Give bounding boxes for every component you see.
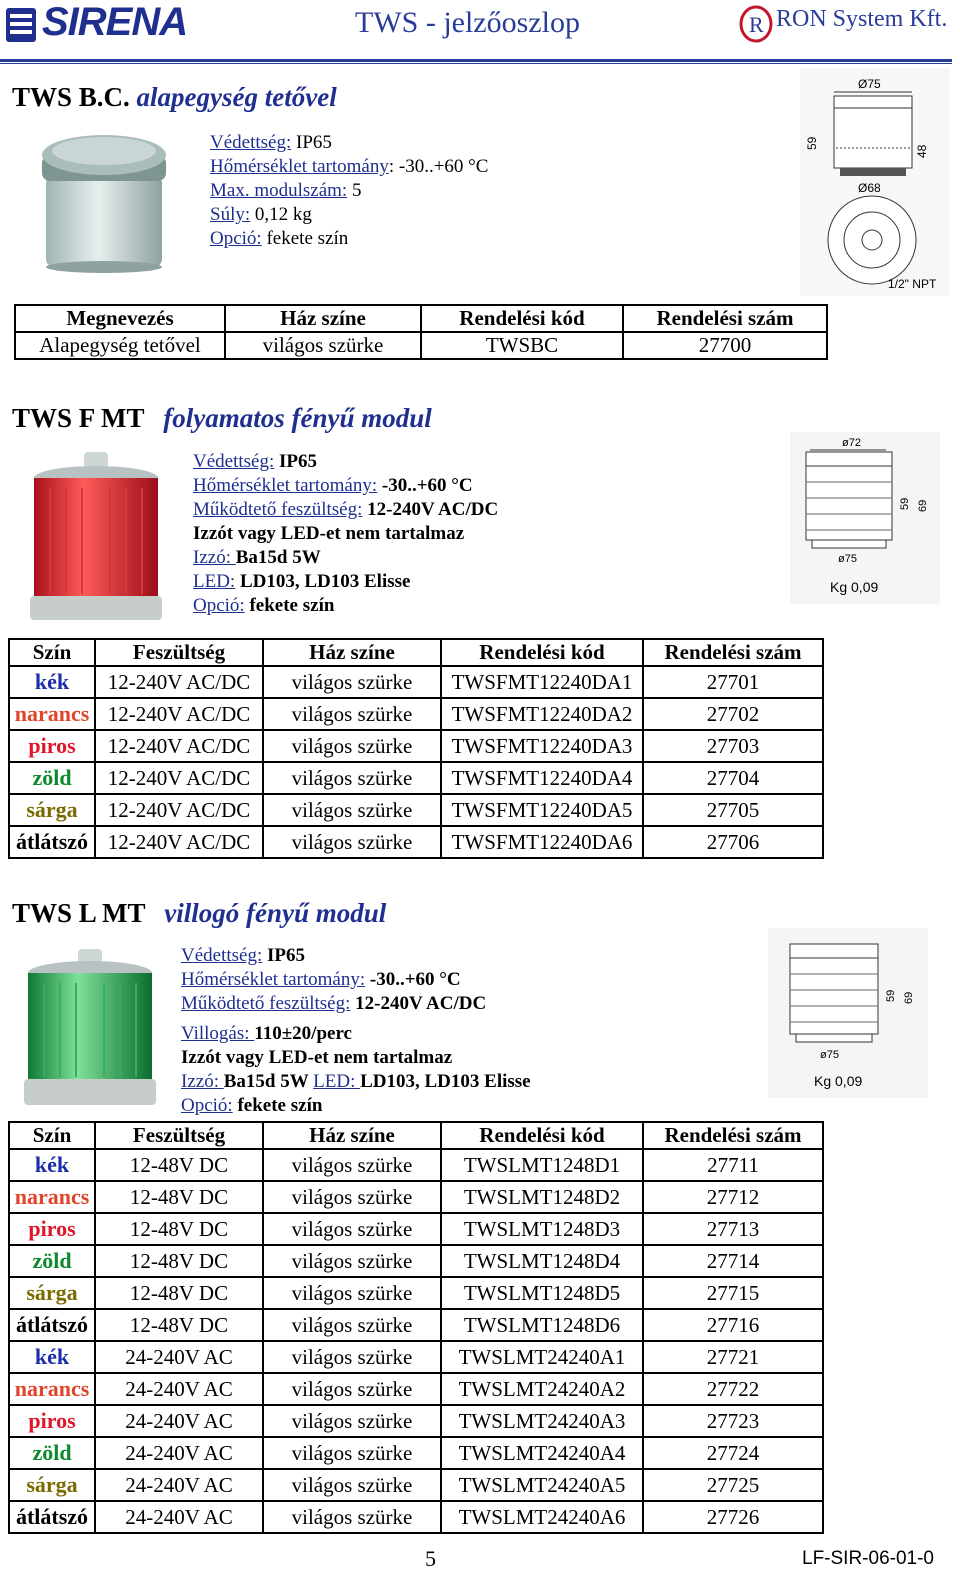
- col-header: Feszültség: [95, 639, 263, 666]
- cell: Alapegység tetővel: [15, 332, 225, 359]
- housing-color-cell: világos szürke: [263, 1501, 441, 1533]
- order-number-cell: 27725: [643, 1469, 823, 1501]
- order-number-cell: 27721: [643, 1341, 823, 1373]
- voltage-cell: 12-48V DC: [95, 1309, 263, 1341]
- table-row: [9, 698, 823, 730]
- company-mark: R: [749, 12, 764, 37]
- order-code-cell: TWSFMT12240DA2: [441, 698, 643, 730]
- logo-wordmark: SIRENA: [42, 0, 188, 44]
- dim-h2: 48: [915, 144, 929, 158]
- color-cell: zöld: [9, 1245, 95, 1277]
- table-row: [9, 1469, 823, 1501]
- dim-h2: 69: [903, 991, 915, 1004]
- order-code-cell: TWSLMT1248D4: [441, 1245, 643, 1277]
- table-row: [9, 794, 823, 826]
- color-cell: sárga: [9, 1469, 95, 1501]
- housing-color-cell: világos szürke: [263, 762, 441, 794]
- housing-color-cell: világos szürke: [263, 1245, 441, 1277]
- ron-logo-icon: [738, 4, 774, 44]
- cell: 27700: [623, 332, 827, 359]
- color-cell: kék: [9, 666, 95, 698]
- section1-specs: [210, 131, 488, 251]
- table-row: [9, 762, 823, 794]
- spec-line: Opció: fekete szín: [193, 595, 335, 616]
- spec-line: Izzót vagy LED-et nem tartalmaz: [193, 523, 465, 544]
- order-number-cell: 27711: [643, 1149, 823, 1181]
- voltage-cell: 12-240V AC/DC: [95, 730, 263, 762]
- voltage-cell: 24-240V AC: [95, 1469, 263, 1501]
- table-row: [9, 1437, 823, 1469]
- header-rule: [0, 59, 952, 62]
- dim-top: ø72: [842, 437, 861, 449]
- order-code-cell: TWSLMT24240A1: [441, 1341, 643, 1373]
- header-rule-thin: [0, 63, 952, 64]
- table-row: [9, 1213, 823, 1245]
- order-number-cell: 27712: [643, 1181, 823, 1213]
- table-row: [9, 1373, 823, 1405]
- dim-h1: 59: [805, 136, 819, 150]
- color-cell: piros: [9, 1405, 95, 1437]
- spec-line: Védettség: IP65: [210, 132, 332, 153]
- dim-bottom: Ø68: [858, 181, 881, 195]
- order-code-cell: TWSFMT12240DA1: [441, 666, 643, 698]
- order-code-cell: TWSLMT1248D3: [441, 1213, 643, 1245]
- spec-line: Opció: fekete szín: [210, 228, 349, 249]
- order-number-cell: 27714: [643, 1245, 823, 1277]
- flashing-module-drawing: [768, 928, 928, 1098]
- housing-color-cell: világos szürke: [263, 1405, 441, 1437]
- col-header: Rendelési kód: [441, 639, 643, 666]
- voltage-cell: 12-240V AC/DC: [95, 762, 263, 794]
- section2-specs: [193, 450, 498, 618]
- base-unit-photo: [38, 125, 170, 275]
- spec-line: Izzó: Ba15d 5W: [193, 547, 321, 568]
- col-header: Rendelési kód: [441, 1122, 643, 1149]
- housing-color-cell: világos szürke: [263, 1213, 441, 1245]
- section3-code: TWS L MT: [12, 898, 146, 928]
- order-code-cell: TWSLMT1248D6: [441, 1309, 643, 1341]
- spec-line: Villogás: 110±20/perc: [181, 1023, 352, 1044]
- table-row: [9, 666, 823, 698]
- sirena-logo-icon: [4, 2, 40, 46]
- section1-heading: [12, 82, 337, 113]
- col-header: Rendelési kód: [421, 305, 623, 332]
- housing-color-cell: világos szürke: [263, 666, 441, 698]
- dim-bottom: ø75: [820, 1049, 839, 1061]
- color-cell: átlátszó: [9, 826, 95, 858]
- table-row: [9, 1405, 823, 1437]
- col-header: Megnevezés: [15, 305, 225, 332]
- order-code-cell: TWSLMT1248D5: [441, 1277, 643, 1309]
- voltage-cell: 24-240V AC: [95, 1373, 263, 1405]
- table-row: [9, 1501, 823, 1533]
- voltage-cell: 12-48V DC: [95, 1277, 263, 1309]
- col-header: Ház színe: [263, 639, 441, 666]
- housing-color-cell: világos szürke: [263, 1469, 441, 1501]
- section2-title: folyamatos fényű modul: [163, 403, 432, 433]
- section2-code: TWS F MT: [12, 403, 145, 433]
- voltage-cell: 12-48V DC: [95, 1245, 263, 1277]
- order-code-cell: TWSFMT12240DA5: [441, 794, 643, 826]
- order-number-cell: 27702: [643, 698, 823, 730]
- voltage-cell: 12-240V AC/DC: [95, 826, 263, 858]
- spec-line: Izzót vagy LED-et nem tartalmaz: [181, 1047, 453, 1068]
- company-logo: [738, 4, 950, 44]
- table-row: [9, 826, 823, 858]
- col-header: Ház színe: [225, 305, 421, 332]
- voltage-cell: 12-48V DC: [95, 1181, 263, 1213]
- dim-thread: 1/2" NPT: [888, 277, 937, 291]
- housing-color-cell: világos szürke: [263, 1309, 441, 1341]
- order-number-cell: 27724: [643, 1437, 823, 1469]
- col-header: Ház színe: [263, 1122, 441, 1149]
- steady-module-photo: [10, 448, 180, 626]
- order-code-cell: TWSLMT1248D1: [441, 1149, 643, 1181]
- voltage-cell: 12-48V DC: [95, 1149, 263, 1181]
- table-row: [9, 1181, 823, 1213]
- table-row: [9, 1341, 823, 1373]
- order-number-cell: 27713: [643, 1213, 823, 1245]
- spec-line: Védettség: IP65: [181, 945, 306, 966]
- voltage-cell: 12-240V AC/DC: [95, 698, 263, 730]
- section3-title: villogó fényű modul: [164, 898, 387, 928]
- spec-line: Működtető feszültség: 12-240V AC/DC: [193, 499, 499, 520]
- dim-top: Ø75: [858, 77, 881, 91]
- color-cell: zöld: [9, 762, 95, 794]
- dim-h1: 59: [899, 497, 911, 510]
- col-header: Rendelési szám: [643, 1122, 823, 1149]
- spec-line: Hőmérséklet tartomány: -30..+60 °C: [181, 969, 461, 990]
- section3-table: [8, 1121, 824, 1534]
- table-row: [9, 1149, 823, 1181]
- col-header: Rendelési szám: [643, 639, 823, 666]
- order-number-cell: 27703: [643, 730, 823, 762]
- housing-color-cell: világos szürke: [263, 1181, 441, 1213]
- order-number-cell: 27701: [643, 666, 823, 698]
- order-code-cell: TWSFMT12240DA6: [441, 826, 643, 858]
- housing-color-cell: világos szürke: [263, 730, 441, 762]
- page-title: TWS - jelzőoszlop: [355, 6, 580, 39]
- dim-h1: 59: [885, 989, 897, 1002]
- base-unit-drawing: [800, 68, 950, 296]
- spec-line: Max. modulszám: 5: [210, 180, 362, 201]
- order-number-cell: 27715: [643, 1277, 823, 1309]
- housing-color-cell: világos szürke: [263, 1437, 441, 1469]
- section2-heading: [12, 403, 432, 434]
- section3-specs: [181, 944, 531, 1118]
- color-cell: sárga: [9, 794, 95, 826]
- col-header: Szín: [9, 639, 95, 666]
- order-code-cell: TWSFMT12240DA3: [441, 730, 643, 762]
- col-header: Feszültség: [95, 1122, 263, 1149]
- voltage-cell: 12-240V AC/DC: [95, 666, 263, 698]
- voltage-cell: 24-240V AC: [95, 1437, 263, 1469]
- order-number-cell: 27723: [643, 1405, 823, 1437]
- housing-color-cell: világos szürke: [263, 1373, 441, 1405]
- color-cell: piros: [9, 730, 95, 762]
- table-header-row: [9, 639, 823, 666]
- table-row: [9, 730, 823, 762]
- section1-table: [14, 304, 828, 360]
- steady-module-drawing: [790, 432, 940, 604]
- order-code-cell: TWSLMT1248D2: [441, 1181, 643, 1213]
- spec-line: Védettség: IP65: [193, 451, 318, 472]
- color-cell: zöld: [9, 1437, 95, 1469]
- table-row: [9, 1309, 823, 1341]
- voltage-cell: 24-240V AC: [95, 1501, 263, 1533]
- housing-color-cell: világos szürke: [263, 826, 441, 858]
- spec-line: Működtető feszültség: 12-240V AC/DC: [181, 993, 487, 1014]
- spec-line: LED: LD103, LD103 Elisse: [193, 571, 411, 592]
- spec-line: Hőmérséklet tartomány: -30..+60 °C: [193, 475, 473, 496]
- color-cell: kék: [9, 1341, 95, 1373]
- color-cell: narancs: [9, 1181, 95, 1213]
- color-cell: narancs: [9, 698, 95, 730]
- housing-color-cell: világos szürke: [263, 698, 441, 730]
- order-number-cell: 27706: [643, 826, 823, 858]
- company-name: RON System Kft.: [776, 6, 948, 32]
- dim-bottom: ø75: [838, 553, 857, 565]
- color-cell: narancs: [9, 1373, 95, 1405]
- table-header-row: [9, 1122, 823, 1149]
- col-header: Rendelési szám: [623, 305, 827, 332]
- order-code-cell: TWSLMT24240A2: [441, 1373, 643, 1405]
- cell: TWSBC: [421, 332, 623, 359]
- housing-color-cell: világos szürke: [263, 794, 441, 826]
- weight-label: Kg 0,09: [830, 579, 879, 595]
- table-row: [9, 1277, 823, 1309]
- spec-line: Opció: fekete szín: [181, 1095, 323, 1116]
- sirena-logo: [4, 0, 188, 46]
- order-code-cell: TWSFMT12240DA4: [441, 762, 643, 794]
- col-header: Szín: [9, 1122, 95, 1149]
- order-code-cell: TWSLMT24240A4: [441, 1437, 643, 1469]
- order-number-cell: 27705: [643, 794, 823, 826]
- document-code: LF-SIR-06-01-0: [802, 1548, 934, 1569]
- order-code-cell: TWSLMT24240A5: [441, 1469, 643, 1501]
- order-code-cell: TWSLMT24240A3: [441, 1405, 643, 1437]
- section1-code: TWS B.C.: [12, 82, 130, 112]
- voltage-cell: 24-240V AC: [95, 1405, 263, 1437]
- dim-h2: 69: [917, 499, 929, 512]
- section3-heading: [12, 898, 386, 929]
- flashing-module-photo: [8, 945, 172, 1111]
- color-cell: átlátszó: [9, 1501, 95, 1533]
- table-row: [9, 1245, 823, 1277]
- order-number-cell: 27726: [643, 1501, 823, 1533]
- color-cell: sárga: [9, 1277, 95, 1309]
- spec-line: Hőmérséklet tartomány: -30..+60 °C: [210, 156, 489, 177]
- housing-color-cell: világos szürke: [263, 1277, 441, 1309]
- color-cell: piros: [9, 1213, 95, 1245]
- order-code-cell: TWSLMT24240A6: [441, 1501, 643, 1533]
- order-number-cell: 27722: [643, 1373, 823, 1405]
- page-number: 5: [425, 1546, 436, 1571]
- voltage-cell: 12-240V AC/DC: [95, 794, 263, 826]
- spec-line: Izzó: Ba15d 5W LED: LD103, LD103 Elisse: [181, 1071, 531, 1092]
- table-row: [15, 332, 827, 359]
- spec-line: Súly: 0,12 kg: [210, 204, 312, 225]
- section2-table: [8, 638, 824, 859]
- color-cell: kék: [9, 1149, 95, 1181]
- table-header-row: [15, 305, 827, 332]
- housing-color-cell: világos szürke: [263, 1341, 441, 1373]
- weight-label: Kg 0,09: [814, 1073, 863, 1089]
- voltage-cell: 24-240V AC: [95, 1341, 263, 1373]
- color-cell: átlátszó: [9, 1309, 95, 1341]
- cell: világos szürke: [225, 332, 421, 359]
- order-number-cell: 27716: [643, 1309, 823, 1341]
- section1-title: alapegység tetővel: [136, 82, 337, 112]
- voltage-cell: 12-48V DC: [95, 1213, 263, 1245]
- order-number-cell: 27704: [643, 762, 823, 794]
- housing-color-cell: világos szürke: [263, 1149, 441, 1181]
